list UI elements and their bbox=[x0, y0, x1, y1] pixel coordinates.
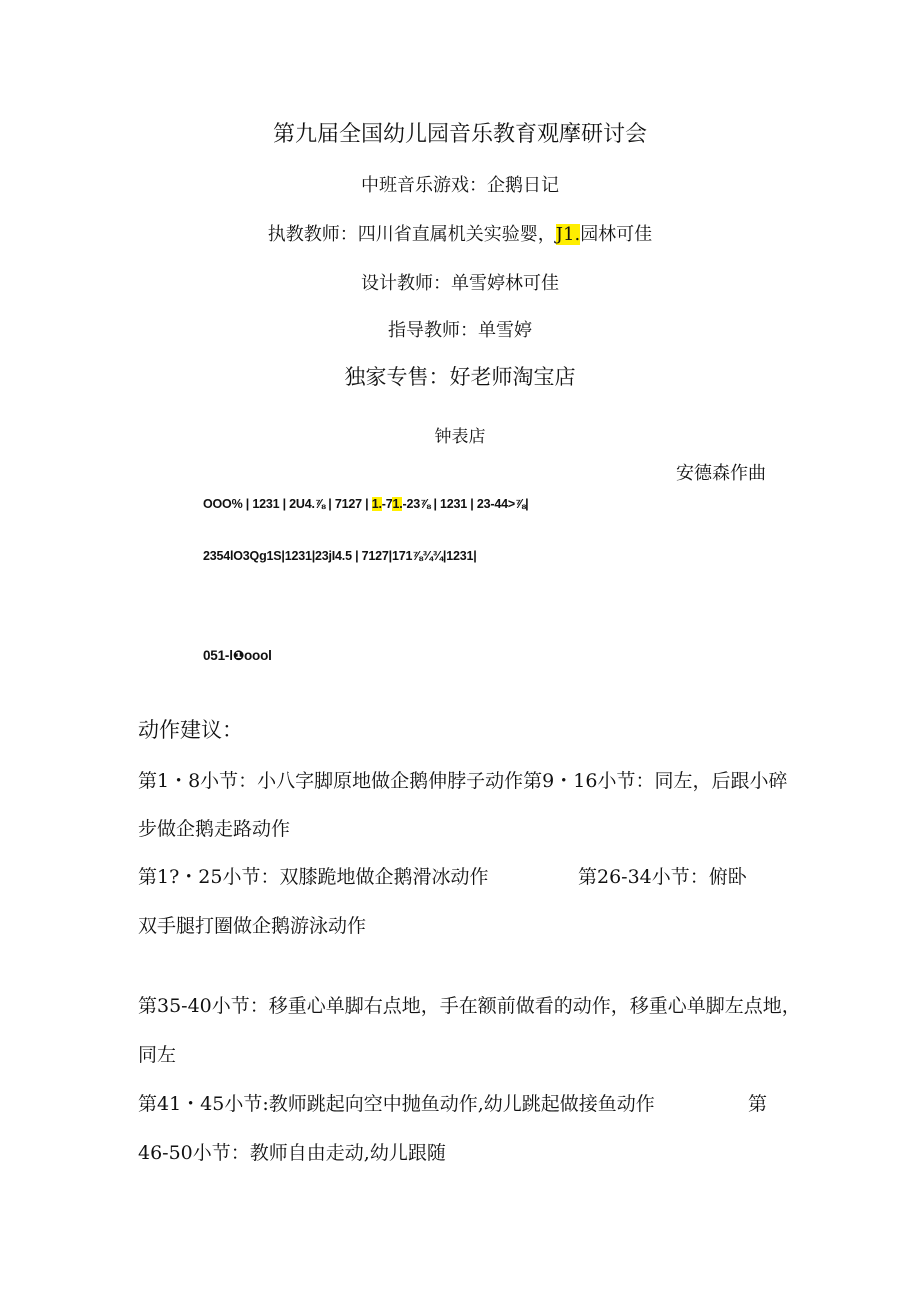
score-line-1-part-a: OOO% | 1231 | 2U4.⅞ | 7127 | bbox=[203, 497, 372, 511]
page-title: 第九届全国幼儿园音乐教育观摩研讨会 bbox=[272, 122, 647, 147]
score-line-1-part-c: -23⅞ | 1231 | 23-44>⅞| bbox=[402, 497, 529, 511]
score-line-1-part-b: -7 bbox=[381, 497, 393, 511]
teacher-highlight: J1. bbox=[555, 224, 581, 245]
actions-heading: 动作建议： bbox=[138, 718, 243, 742]
action-p2-left: 第1?・25小节：双膝跪地做企鹅滑冰动作 bbox=[138, 866, 489, 888]
song-title: 钟表店 bbox=[434, 427, 486, 447]
teacher-suffix: 园林可佳 bbox=[580, 224, 653, 245]
score-line-2: 2354lO3Qg1S|1231|23jI4.5 | 7127|171⅞¾¾|1231| bbox=[203, 549, 477, 563]
action-p4-left: 第41・45小节:教师跳起向空中抛鱼动作,幼儿跳起做接鱼动作 bbox=[138, 1093, 655, 1115]
score-line-1 bbox=[203, 497, 528, 511]
action-p2-right: 第26-34小节：俯卧 bbox=[578, 866, 747, 888]
score-line-1-highlight-1: 1. bbox=[371, 497, 382, 511]
action-p1-line2: 步做企鹅走路动作 bbox=[138, 818, 291, 840]
action-p3-line1: 第35-40小节：移重心单脚右点地，手在额前做看的动作，移重心单脚左点地， bbox=[138, 995, 801, 1017]
instructor-line: 指导教师：单雪婷 bbox=[388, 320, 532, 341]
lesson-title: 中班音乐游戏：企鹅日记 bbox=[361, 175, 559, 196]
action-p2-line2: 双手腿打圈做企鹅游泳动作 bbox=[138, 915, 367, 937]
score-line-3: 051-l❶oool bbox=[203, 648, 272, 663]
composer: 安德森作曲 bbox=[676, 463, 766, 484]
teacher-prefix: 执教教师：四川省直属机关实验婴， bbox=[267, 224, 556, 245]
action-p4-line2: 46-50小节：教师自由走动,幼儿跟随 bbox=[138, 1142, 446, 1164]
action-p4-right: 第 bbox=[748, 1093, 768, 1115]
designer-line: 设计教师：单雪婷林可佳 bbox=[361, 273, 559, 294]
action-p1-line1: 第1・8小节：小八字脚原地做企鹅伸脖子动作第9・16小节：同左，后跟小碎 bbox=[138, 770, 788, 792]
teacher-line bbox=[0, 220, 920, 246]
action-p3-line2: 同左 bbox=[138, 1044, 177, 1066]
score-line-1-highlight-2: 1. bbox=[392, 497, 403, 511]
promo-line: 独家专售：好老师淘宝店 bbox=[344, 365, 576, 389]
